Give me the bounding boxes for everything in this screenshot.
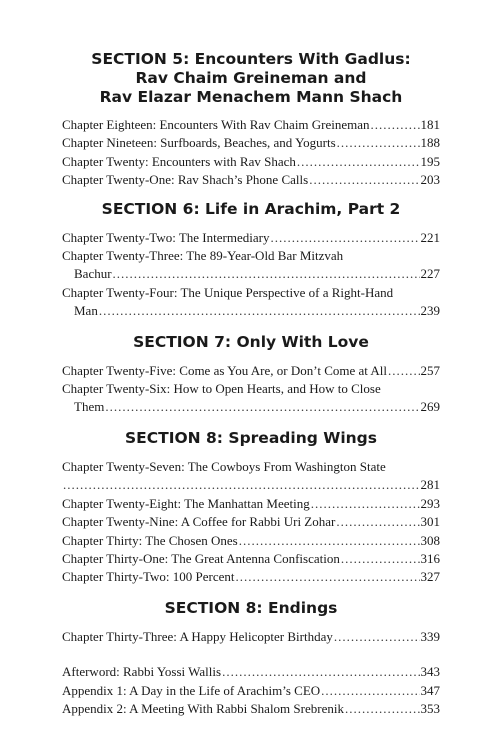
entry-title: Chapter Twenty-One: Rav Shach’s Phone Calls <box>62 172 309 188</box>
section-title <box>62 200 440 219</box>
dot-leader <box>222 663 419 681</box>
dot-leader <box>63 476 420 494</box>
dot-leader <box>239 532 420 550</box>
section-endings <box>62 599 440 646</box>
section-title <box>62 50 440 107</box>
toc-entry[interactable] <box>62 663 440 681</box>
entry-title: Man <box>74 303 98 319</box>
entry-page: 181 <box>420 117 440 132</box>
entry-page: 308 <box>420 532 440 548</box>
entry-title-first-line: Chapter Twenty-Six: How to Open Hearts, and How to Close <box>62 381 381 397</box>
section-title <box>62 333 440 352</box>
entry-page: 188 <box>420 135 440 151</box>
entry-page: 343 <box>420 664 440 680</box>
entry-page: 227 <box>420 266 440 282</box>
dot-leader <box>113 265 420 283</box>
entry-title: Chapter Twenty-Eight: The Manhattan Meeting <box>62 495 310 511</box>
entry-page: 339 <box>420 628 440 644</box>
section-title <box>62 599 440 618</box>
entry-page: 281 <box>420 477 440 493</box>
section-title-line: SECTION 8: Endings <box>164 598 338 617</box>
entry-title-first-line: Chapter Twenty-Four: The Unique Perspective of a Right-Hand <box>62 284 394 300</box>
entry-page: 269 <box>420 399 440 415</box>
dot-leader <box>311 495 420 513</box>
entry-title: Chapter Thirty-Two: 100 Percent <box>62 569 235 585</box>
section-title-line: SECTION 7: Only With Love <box>133 332 369 351</box>
entry-title: Chapter Thirty-Three: A Happy Helicopter Birthday <box>62 628 333 644</box>
section-8 <box>62 429 440 587</box>
dot-leader <box>341 550 420 568</box>
toc-entry[interactable] <box>62 134 440 152</box>
entry-page: 327 <box>420 569 440 585</box>
toc-entry[interactable] <box>62 153 440 171</box>
toc-list <box>62 628 440 646</box>
toc-list <box>62 229 440 321</box>
entry-title: Chapter Twenty-Two: The Intermediary <box>62 229 270 245</box>
dot-leader <box>336 513 419 531</box>
entry-page: 353 <box>420 700 440 716</box>
entry-title: Chapter Eighteen: Encounters With Rav Chaim Greineman <box>62 117 370 132</box>
toc-entry[interactable] <box>62 495 440 513</box>
section-6 <box>62 200 440 321</box>
entry-title: Chapter Twenty-Five: Come as You Are, or Don’t Come at All <box>62 362 388 378</box>
entry-title-first-line: Chapter Twenty-Seven: The Cowboys From Washington State <box>62 458 386 474</box>
section-title-line: SECTION 8: Spreading Wings <box>125 428 377 447</box>
section-title-line: SECTION 5: Encounters With Gadlus: <box>91 50 411 68</box>
entry-title: Afterword: Rabbi Yossi Wallis <box>62 664 222 680</box>
toc-list <box>62 362 440 417</box>
entry-page: 203 <box>420 172 440 188</box>
section-title <box>62 429 440 448</box>
entry-title: Them <box>74 399 105 415</box>
toc-entry[interactable] <box>62 116 440 134</box>
entry-page: 257 <box>420 362 440 378</box>
toc-list <box>62 116 440 190</box>
entry-title: Appendix 1: A Day in the Life of Arachim’s CEO <box>62 682 321 698</box>
dot-leader <box>371 116 420 134</box>
toc-entry[interactable] <box>62 229 440 247</box>
entry-page: 293 <box>420 495 440 511</box>
toc-entry[interactable] <box>62 532 440 550</box>
entry-title: Chapter Thirty: The Chosen Ones <box>62 532 238 548</box>
toc-entry[interactable] <box>62 628 440 646</box>
entry-title: Bachur <box>74 266 112 282</box>
toc-entry[interactable] <box>62 568 440 586</box>
entry-title-first-line: Chapter Twenty-Three: The 89-Year-Old Bar Mitzvah <box>62 248 344 264</box>
dot-leader <box>99 302 420 320</box>
toc-entry[interactable] <box>62 362 440 380</box>
toc-entry[interactable] <box>62 682 440 700</box>
dot-leader <box>321 682 419 700</box>
dot-leader <box>270 229 419 247</box>
entry-page: 239 <box>420 303 440 319</box>
entry-title: Chapter Nineteen: Surfboards, Beaches, and Yogurts <box>62 135 336 151</box>
entry-title: Chapter Twenty-Nine: A Coffee for Rabbi Uri Zohar <box>62 514 336 530</box>
dot-leader <box>309 171 419 189</box>
toc-entry[interactable] <box>62 513 440 531</box>
dot-leader <box>345 700 420 718</box>
dot-leader <box>388 362 419 380</box>
entry-title: Chapter Thirty-One: The Great Antenna Confiscation <box>62 550 340 566</box>
toc-entry[interactable] <box>62 550 440 568</box>
dot-leader <box>105 398 419 416</box>
section-7 <box>62 333 440 417</box>
dot-leader <box>334 628 420 646</box>
back-matter-list <box>62 663 440 718</box>
section-title-line: Rav Elazar Menachem Mann Shach <box>99 88 403 106</box>
toc-entry[interactable] <box>62 247 440 284</box>
toc-page <box>62 50 440 718</box>
toc-entry[interactable] <box>62 700 440 718</box>
dot-leader <box>297 153 420 171</box>
entry-page: 221 <box>420 229 440 245</box>
entry-page: 195 <box>420 153 440 169</box>
dot-leader <box>337 134 420 152</box>
entry-page: 301 <box>420 514 440 530</box>
entry-title: Chapter Twenty: Encounters with Rav Shach <box>62 153 296 169</box>
toc-entry[interactable] <box>62 171 440 189</box>
toc-entry[interactable] <box>62 458 440 495</box>
section-title-line: SECTION 6: Life in Arachim, Part 2 <box>101 199 401 218</box>
toc-entry[interactable] <box>62 380 440 417</box>
entry-page: 316 <box>420 550 440 566</box>
dot-leader <box>236 568 420 586</box>
section-title-line: Rav Chaim Greineman and <box>135 69 367 87</box>
toc-entry[interactable] <box>62 284 440 321</box>
toc-list <box>62 458 440 587</box>
entry-page: 347 <box>420 682 440 698</box>
section-5 <box>62 50 440 190</box>
entry-title: Appendix 2: A Meeting With Rabbi Shalom Srebrenik <box>62 700 344 716</box>
